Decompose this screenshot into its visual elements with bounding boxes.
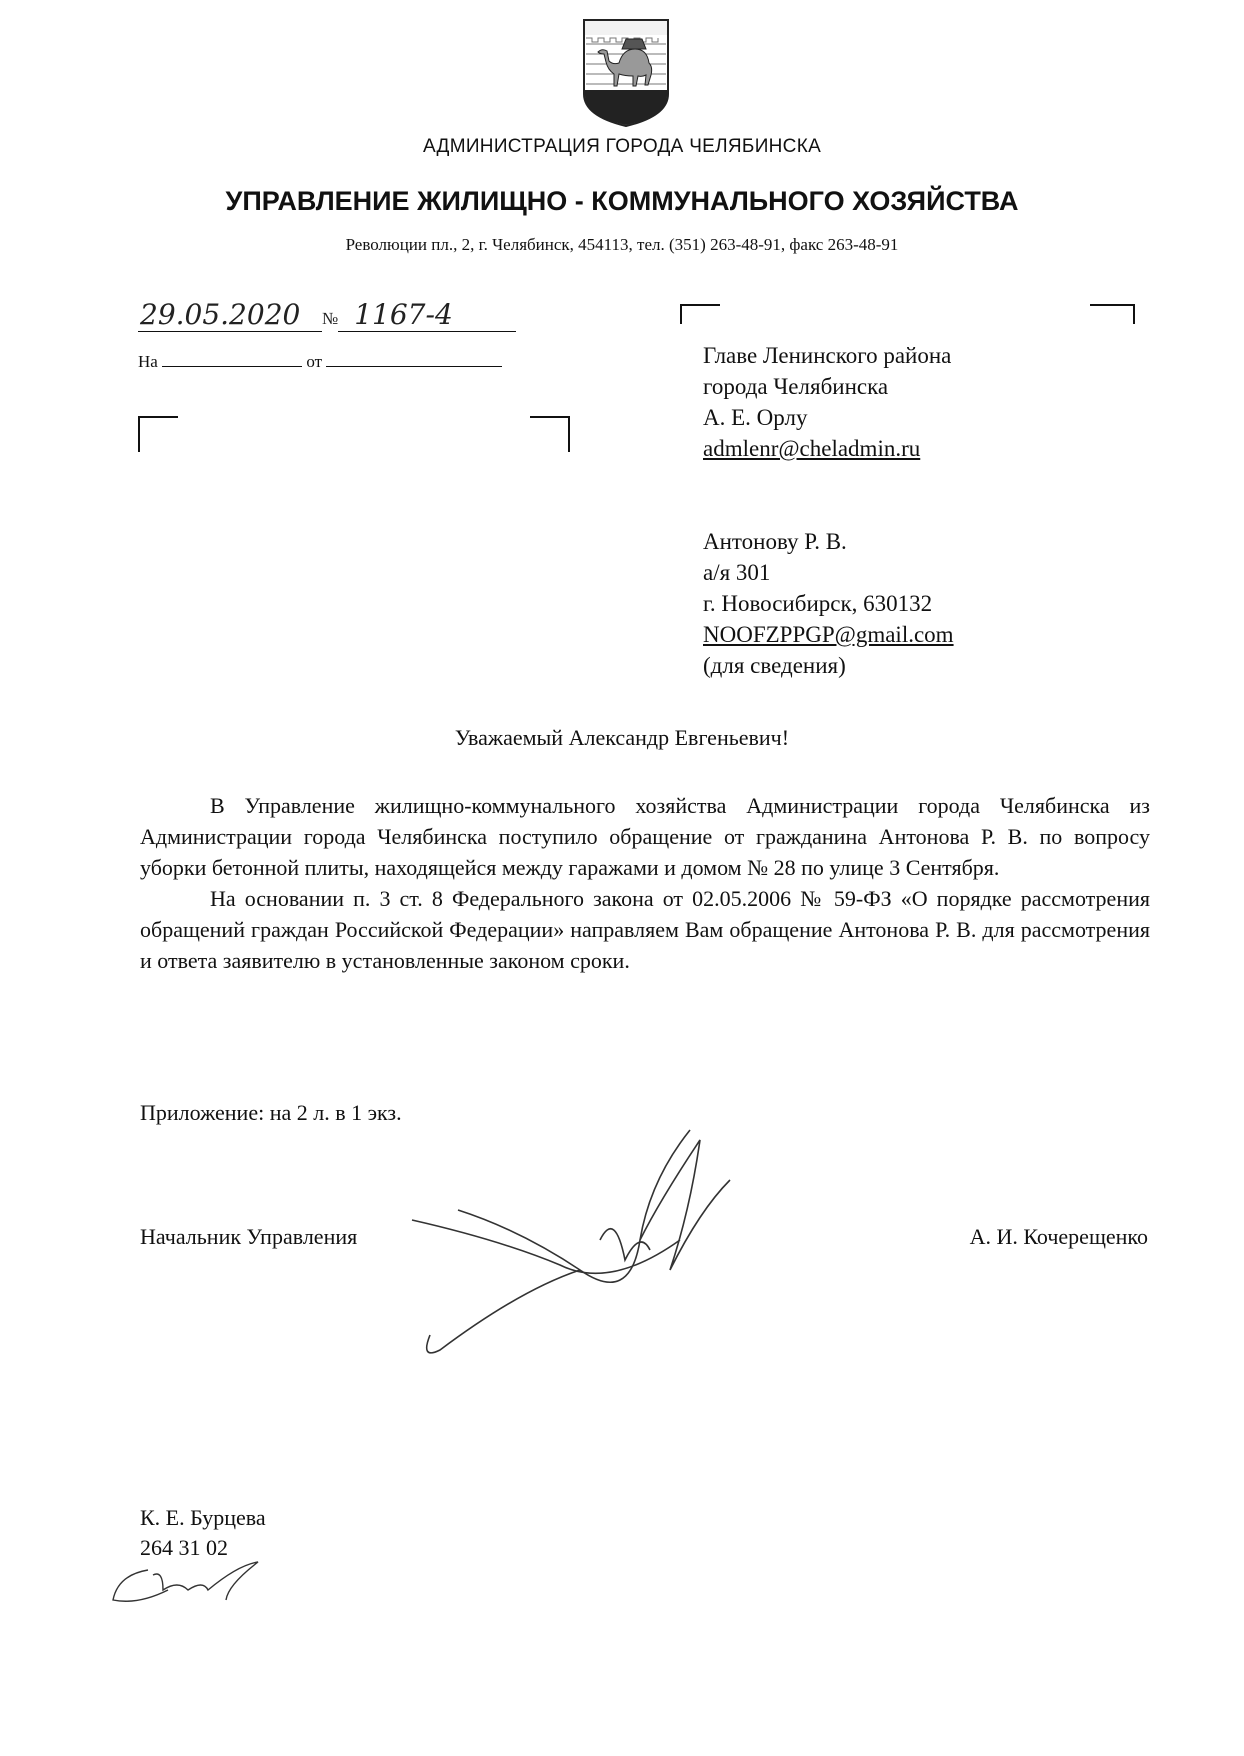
signer-role: Начальник Управления xyxy=(140,1224,358,1249)
executor-name: К. Е. Бурцева xyxy=(140,1505,266,1530)
letter-body xyxy=(140,790,1150,976)
organization-name: АДМИНИСТРАЦИЯ ГОРОДА ЧЕЛЯБИНСКА xyxy=(422,136,822,157)
number-label: № xyxy=(322,309,339,328)
corner-mark xyxy=(530,416,570,452)
recipient-line: города Челябинска xyxy=(703,374,889,399)
registration-line xyxy=(138,298,516,332)
recipient-note: (для сведения) xyxy=(703,653,846,678)
recipient-line: Главе Ленинского района xyxy=(703,343,952,368)
body-paragraph: В Управление жилищно-коммунального хозяйства Администрации города Челябинска из Администрации города Челябинска поступило обращение от гражданина Антонова Р. В. по вопросу уборки бетонной плиты, находящейся между гаражами и домом № 28 по улице 3 Сентября. xyxy=(140,793,1150,880)
corner-mark xyxy=(680,304,720,324)
recipient-line: Антонову Р. В. xyxy=(703,529,847,554)
recipient-email[interactable]: admlenr@cheladmin.ru xyxy=(703,436,921,461)
ref-label: На xyxy=(138,352,158,371)
recipient-email[interactable]: NOOFZPPGP@gmail.com xyxy=(703,622,954,647)
department-title: УПРАВЛЕНИЕ ЖИЛИЩНО - КОММУНАЛЬНОГО ХОЗЯЙСТВА xyxy=(225,186,1019,216)
ref-number-blank xyxy=(162,352,302,367)
from-label: от xyxy=(306,352,323,371)
executor-info xyxy=(140,1503,266,1563)
reference-line xyxy=(138,352,502,372)
coat-of-arms-emblem xyxy=(580,16,672,128)
registration-date: 29.05.2020 xyxy=(138,298,322,332)
attachment-note: Приложение: на 2 л. в 1 экз. xyxy=(140,1100,402,1125)
department-address: Революции пл., 2, г. Челябинск, 454113, тел. (351) 263-48-91, факс 263-48-91 xyxy=(345,235,899,254)
greeting: Уважаемый Александр Евгеньевич! xyxy=(454,725,790,750)
signer-name: А. И. Кочерещенко xyxy=(969,1224,1148,1249)
ref-date-blank xyxy=(326,352,502,367)
corner-mark xyxy=(1090,304,1136,324)
recipient-line: г. Новосибирск, 630132 xyxy=(703,591,933,616)
registration-number: 1167-4 xyxy=(338,298,516,332)
body-paragraph: На основании п. 3 ст. 8 Федерального закона от 02.05.2006 № 59-ФЗ «О порядке рассмотрения обращений граждан Российской Федерации» направляем Вам обращение Антонова Р. В. для рассмотрения и ответа заявителю в установленные законом сроки. xyxy=(140,886,1150,973)
recipient-line: А. Е. Орлу xyxy=(703,405,808,430)
handwritten-signature xyxy=(400,1120,780,1360)
executor-initials-signature xyxy=(108,1560,278,1610)
corner-mark xyxy=(138,416,178,452)
recipient-line: а/я 301 xyxy=(703,560,771,585)
recipient-secondary xyxy=(703,526,954,681)
executor-phone: 264 31 02 xyxy=(140,1535,228,1560)
recipient-primary xyxy=(703,340,951,464)
